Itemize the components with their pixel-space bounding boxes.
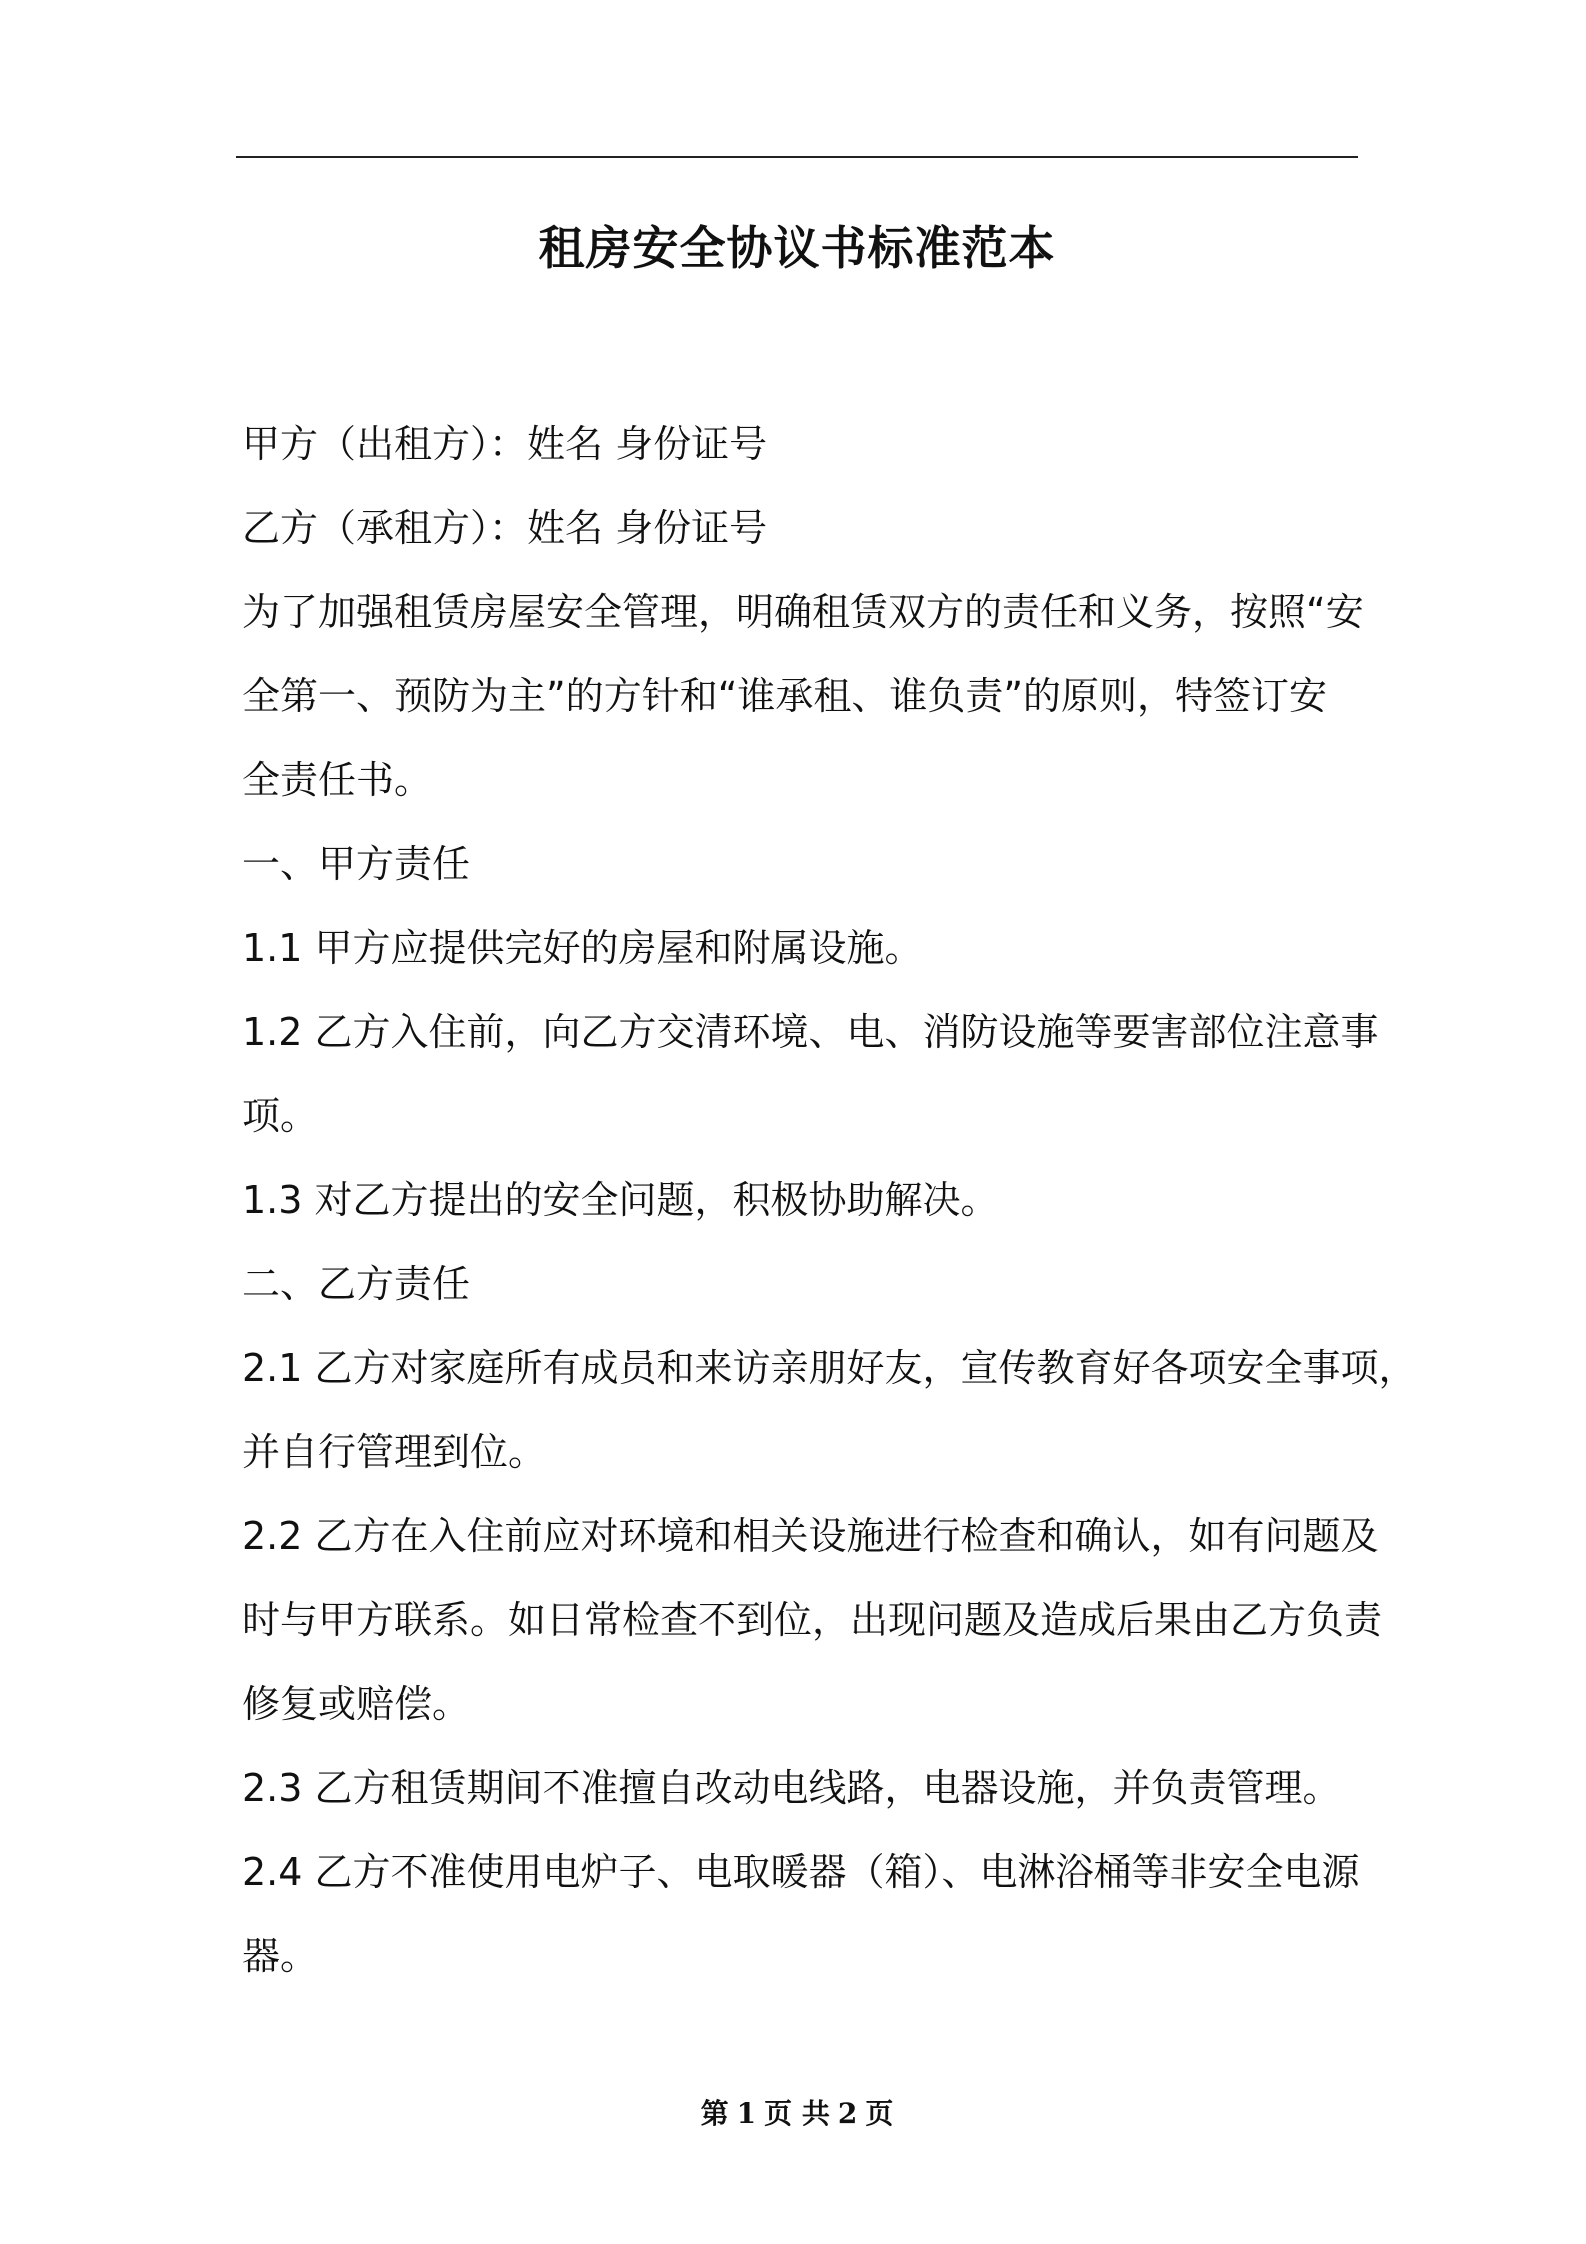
clause-1-2-line-2: 项。 (242, 1094, 319, 1138)
clause-2-2-line-2: 时与甲方联系。如日常检查不到位，出现问题及造成后果由乙方负责 (242, 1598, 1383, 1642)
footer-prefix: 第 (700, 2097, 729, 2130)
footer-current-page: 1 (736, 2097, 757, 2130)
clause-2-2-line-1: 2.2 乙方在入住前应对环境和相关设施进行检查和确认，如有问题及 (242, 1514, 1379, 1558)
clause-2-3: 2.3 乙方租赁期间不准擅自改动电线路，电器设施，并负责管理。 (242, 1766, 1341, 1810)
party-b-line: 乙方（承租方）：姓名 身份证号 (242, 506, 768, 550)
clause-2-4-line-2: 器。 (242, 1934, 319, 1978)
footer-total-pages: 2 (837, 2097, 858, 2130)
footer-suffix: 页 (865, 2097, 894, 2130)
clause-2-1-line-2: 并自行管理到位。 (242, 1430, 547, 1474)
party-a-line: 甲方（出租方）：姓名 身份证号 (242, 422, 768, 466)
clause-1-1: 1.1 甲方应提供完好的房屋和附属设施。 (242, 926, 923, 970)
section-heading-party-a: 一、甲方责任 (242, 842, 471, 886)
clause-1-3: 1.3 对乙方提出的安全问题，积极协助解决。 (242, 1178, 999, 1222)
document-title: 租房安全协议书标准范本 (538, 221, 1056, 275)
clause-2-4-line-1: 2.4 乙方不准使用电炉子、电取暖器（箱）、电淋浴桶等非安全电源 (242, 1850, 1360, 1894)
intro-line-3: 全责任书。 (242, 758, 433, 802)
footer-middle: 页 共 (764, 2097, 830, 2130)
clause-2-1-line-1: 2.1 乙方对家庭所有成员和来访亲朋好友，宣传教育好各项安全事项， (242, 1346, 1417, 1390)
section-heading-party-b: 二、乙方责任 (242, 1262, 471, 1306)
clause-1-2-line-1: 1.2 乙方入住前，向乙方交清环境、电、消防设施等要害部位注意事 (242, 1010, 1379, 1054)
document-body (242, 402, 1417, 1998)
intro-line-2: 全第一、预防为主”的方针和“谁承租、谁负责”的原则，特签订安 (242, 674, 1328, 718)
page-footer (236, 2094, 1358, 2134)
header-divider (236, 156, 1358, 158)
clause-2-2-line-3: 修复或赔偿。 (242, 1682, 471, 1726)
intro-line-1: 为了加强租赁房屋安全管理，明确租赁双方的责任和义务，按照“安 (242, 590, 1364, 634)
